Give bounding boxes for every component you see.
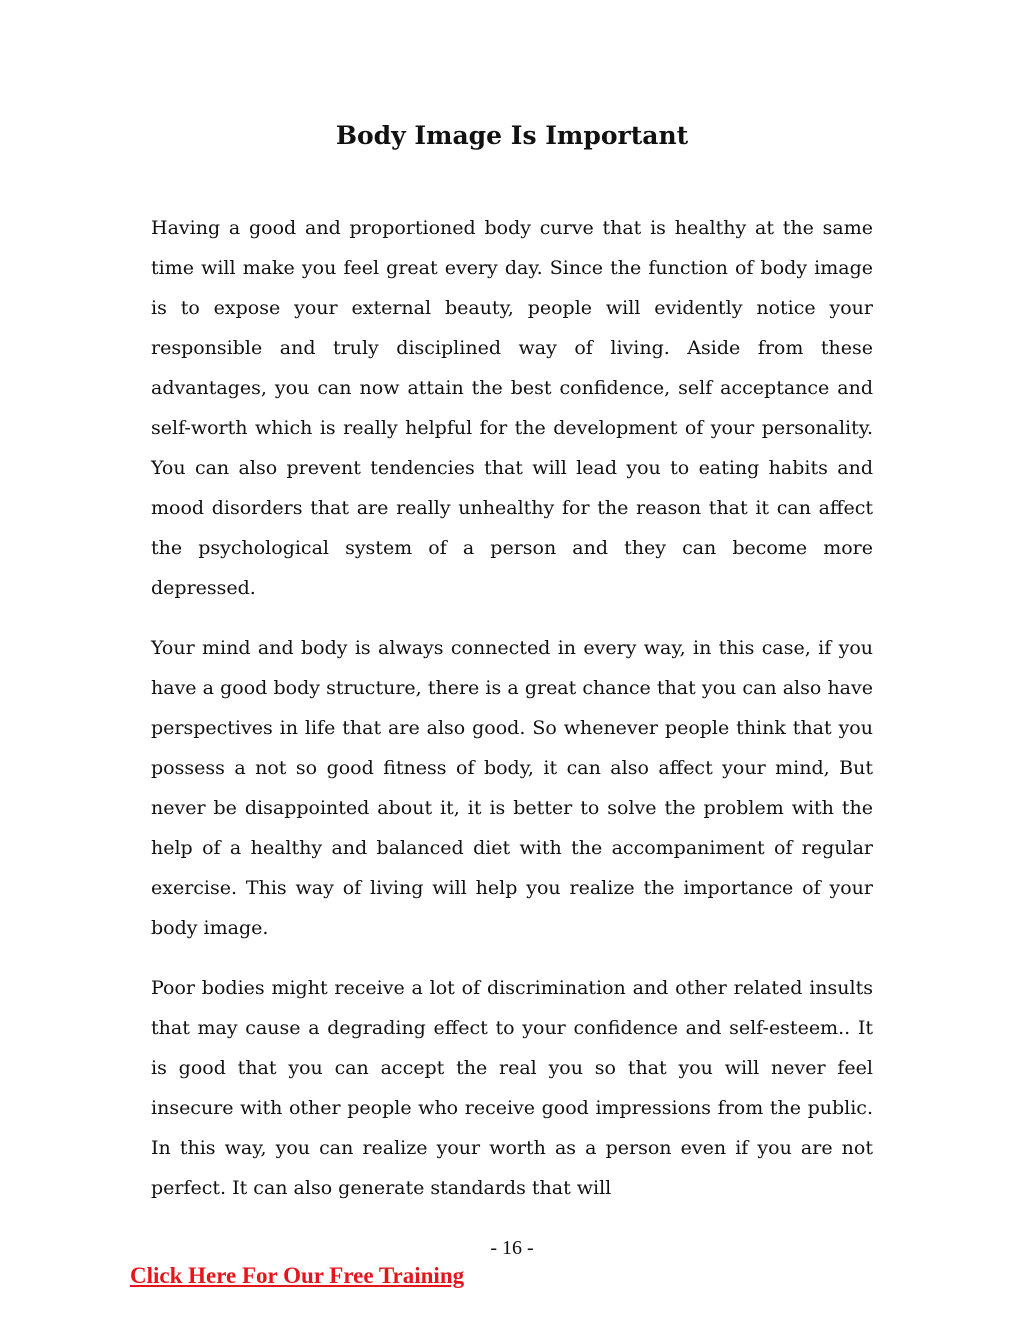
free-training-link[interactable]: Click Here For Our Free Training <box>130 1263 465 1288</box>
document-body <box>151 208 873 1228</box>
paragraph: Having a good and proportioned body curve that is healthy at the same time will make you feel great every day. Since the function of body image is to expose your external beauty, people will evidently notice your responsible and truly disciplined way of living. Aside from these advantages, you can now attain the best confidence, self acceptance and self-worth which is really helpful for the development of your personality. You can also prevent tendencies that will lead you to eating habits and mood disorders that are really unhealthy for the reason that it can affect the psychological system of a person and they can become more depressed. <box>151 217 873 599</box>
page-number: - 16 - <box>490 1237 534 1259</box>
paragraph: Your mind and body is always connected in every way, in this case, if you have a good body structure, there is a great chance that you can also have perspectives in life that are also good. So whenever people think that you possess a not so good fitness of body, it can also affect your mind, But never be disappointed about it, it is better to solve the problem with the help of a healthy and balanced diet with the accompaniment of regular exercise. This way of living will help you realize the importance of your body image. <box>151 637 873 939</box>
page-title: Body Image Is Important <box>335 121 689 150</box>
paragraph: Poor bodies might receive a lot of discrimination and other related insults that may cause a degrading effect to your confidence and self-esteem.. It is good that you can accept the real you so that you will never feel insecure with other people who receive good impressions from the public. In this way, you can realize your worth as a person even if you are not perfect. It can also generate standards that will <box>151 977 873 1199</box>
